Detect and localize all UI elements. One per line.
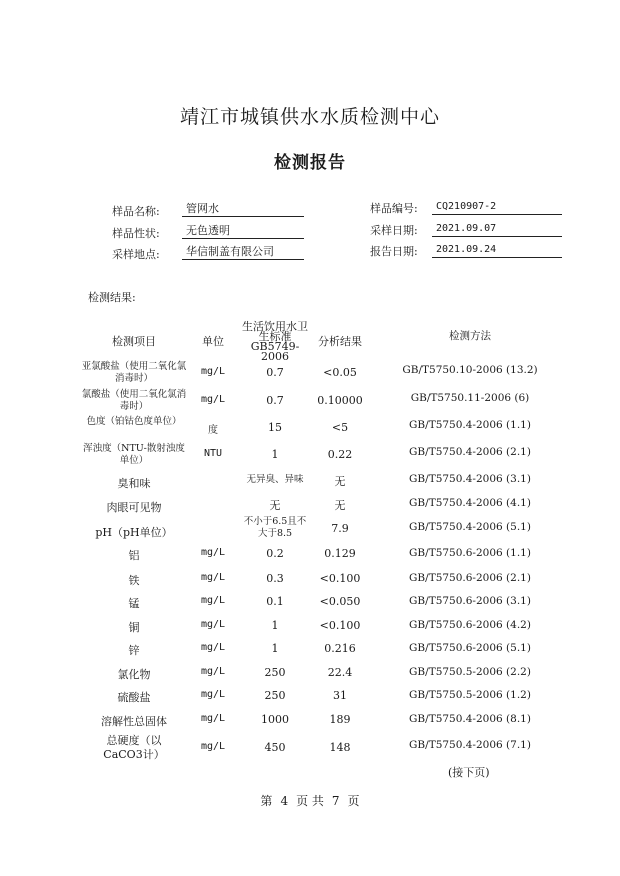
row-method: GB/T5750.4-2006 (8.1): [409, 713, 531, 725]
header-item: 检测项目: [112, 335, 156, 348]
row-method: GB/T5750.4-2006 (1.1): [409, 419, 531, 431]
row-unit: mg/L: [200, 642, 226, 653]
row-item: 氯化物: [117, 668, 151, 681]
row-standard: 1: [271, 448, 279, 461]
row-standard: 0.7: [266, 394, 284, 407]
row-result: 7.9: [331, 522, 349, 535]
row-item: 臭和味: [117, 477, 151, 490]
row-standard: 250: [264, 689, 286, 702]
row-method: GB/T5750.6-2006 (5.1): [409, 642, 531, 654]
row-result: <0.05: [323, 366, 357, 379]
row-standard: 15: [268, 421, 282, 434]
row-unit: mg/L: [200, 713, 226, 724]
row-result: 无: [334, 499, 346, 512]
row-standard: 1000: [261, 713, 289, 726]
row-item: 锌: [128, 644, 140, 657]
row-item: 氯酸盐（使用二氧化氯消毒时）: [81, 389, 187, 412]
sample-location-label: 采样地点:: [112, 248, 160, 261]
row-item: pH（pH单位）: [95, 526, 173, 539]
row-result: <0.100: [319, 619, 361, 632]
row-unit: mg/L: [200, 394, 226, 405]
pager-total: 7: [331, 794, 340, 808]
report-title: 检测报告: [274, 153, 346, 173]
row-result: <0.050: [319, 595, 361, 608]
row-unit: mg/L: [200, 741, 226, 752]
row-unit: mg/L: [200, 689, 226, 700]
sample-date-value: 2021.09.07: [432, 221, 562, 237]
row-method: GB/T5750.6-2006 (3.1): [409, 595, 531, 607]
row-unit: mg/L: [200, 619, 226, 630]
row-method: GB/T5750.4-2006 (4.1): [409, 497, 531, 509]
row-standard: 0.3: [266, 572, 284, 585]
row-unit: mg/L: [200, 572, 226, 583]
row-unit: mg/L: [200, 547, 226, 558]
row-standard: 0.7: [266, 366, 284, 379]
row-method: GB/T5750.6-2006 (2.1): [409, 572, 531, 584]
sample-name-value: 管网水: [182, 201, 304, 217]
row-method: GB/T5750.10-2006 (13.2): [402, 364, 538, 376]
header-result: 分析结果: [318, 335, 362, 348]
row-unit: NTU: [203, 448, 223, 459]
results-label: 检测结果:: [88, 291, 136, 304]
row-method: GB/T5750.5-2006 (1.2): [409, 689, 531, 701]
row-result: 22.4: [327, 666, 353, 679]
row-item: 铁: [128, 574, 140, 587]
row-result: 148: [329, 741, 351, 754]
row-result: 0.129: [324, 547, 356, 560]
row-standard: 1: [271, 642, 279, 655]
report-date-label: 报告日期:: [370, 245, 418, 258]
header-method: 检测方法: [449, 330, 491, 342]
row-item: 锰: [128, 597, 140, 610]
row-result: 0.10000: [317, 394, 363, 407]
row-method: GB/T5750.4-2006 (7.1): [409, 739, 531, 751]
header-unit: 单位: [202, 335, 224, 348]
sample-state-label: 样品性状:: [112, 227, 160, 240]
row-item: 硫酸盐: [117, 691, 151, 704]
row-result: 0.216: [324, 642, 356, 655]
row-item: 色度（铂钴色度单位）: [86, 416, 182, 427]
row-method: GB/T5750.4-2006 (3.1): [409, 473, 531, 485]
row-item: 肉眼可见物: [106, 501, 162, 514]
row-method: GB/T5750.11-2006 (6): [410, 392, 530, 404]
row-item: 铜: [128, 621, 140, 634]
row-item: 亚氯酸盐（使用二氧化氯消毒时）: [81, 361, 187, 384]
row-method: GB/T5750.6-2006 (4.2): [409, 619, 531, 631]
row-result: <5: [331, 421, 349, 434]
row-unit: 度: [208, 425, 218, 436]
row-item: 浑浊度（NTU-散射浊度单位）: [83, 443, 185, 466]
pager-current: 4: [280, 794, 289, 808]
pager-prefix: 第: [260, 794, 273, 808]
row-unit: mg/L: [200, 666, 226, 677]
row-unit: mg/L: [200, 595, 226, 606]
sample-number-label: 样品编号:: [370, 202, 418, 215]
row-method: GB/T5750.6-2006 (1.1): [409, 547, 531, 559]
report-date-value: 2021.09.24: [432, 242, 562, 258]
row-method: GB/T5750.4-2006 (5.1): [409, 521, 531, 533]
sample-name-label: 样品名称:: [112, 205, 160, 218]
row-unit: mg/L: [200, 366, 226, 377]
row-standard: 0.2: [266, 547, 284, 560]
sample-number-value: CQ210907-2: [432, 199, 562, 215]
row-result: 31: [333, 689, 347, 702]
row-item: 溶解性总固体: [101, 715, 167, 728]
organization-name: 靖江市城镇供水水质检测中心: [179, 106, 440, 128]
row-standard: 无: [269, 499, 281, 512]
row-standard: 450: [264, 741, 286, 754]
row-result: 189: [329, 713, 351, 726]
row-standard: 无异臭、异味: [246, 474, 304, 485]
pager-suffix: 页: [347, 794, 360, 808]
row-result: <0.100: [319, 572, 361, 585]
row-result: 0.22: [327, 448, 353, 461]
row-item: 总硬度（以CaCO3计）: [103, 734, 165, 761]
row-standard: 1: [271, 619, 279, 632]
continued-note: (接下页): [448, 766, 490, 779]
pager-middle: 页 共: [296, 794, 324, 808]
row-standard: 不小于6.5且不大于8.5: [243, 516, 307, 539]
row-result: 无: [334, 475, 346, 488]
sample-date-label: 采样日期:: [370, 224, 418, 237]
row-method: GB/T5750.4-2006 (2.1): [409, 446, 531, 458]
sample-location-value: 华信制盖有限公司: [182, 244, 304, 260]
row-item: 铝: [128, 549, 140, 562]
sample-state-value: 无色透明: [182, 223, 304, 239]
page-footer: [0, 792, 620, 809]
row-method: GB/T5750.5-2006 (2.2): [409, 666, 531, 678]
header-standard: 生活饮用水卫生标准GB5749-2006: [242, 320, 308, 363]
row-standard: 0.1: [266, 595, 284, 608]
row-standard: 250: [264, 666, 286, 679]
table-header: [0, 320, 620, 363]
